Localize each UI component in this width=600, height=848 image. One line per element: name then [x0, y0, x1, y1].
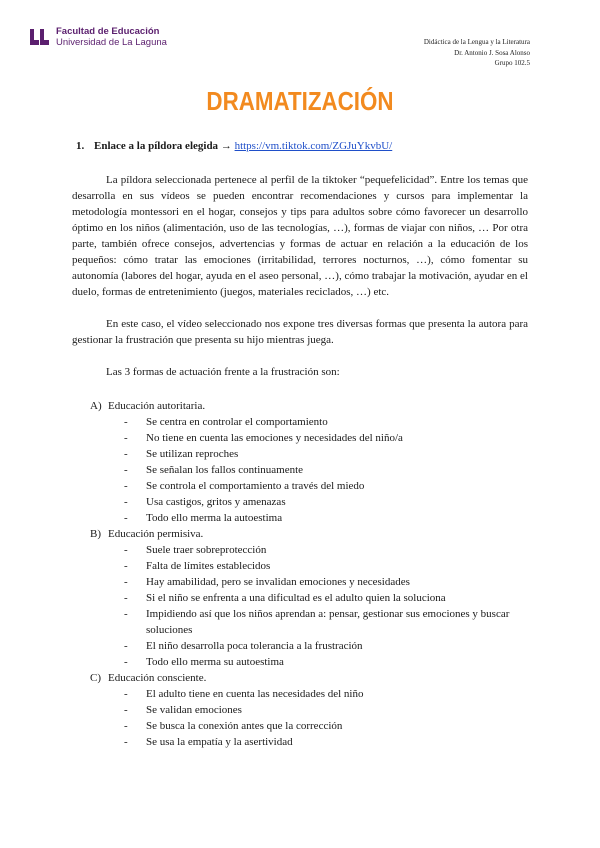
list-item	[124, 494, 528, 510]
list-item-text: Si el niño se enfrenta a una dificultad es el adulto quien la soluciona	[146, 592, 446, 604]
dash-bullet-icon: -	[124, 464, 128, 476]
form-section	[90, 526, 528, 670]
list-item	[124, 734, 528, 750]
forms-list	[72, 398, 528, 750]
list-item	[124, 590, 528, 606]
list-item-text: Se busca la conexión antes que la corrección	[146, 720, 343, 732]
list-item-text: Se centra en controlar el comportamiento	[146, 416, 328, 428]
list-item	[124, 542, 528, 558]
dash-bullet-icon: -	[124, 496, 128, 508]
dash-bullet-icon: -	[124, 432, 128, 444]
list-item	[124, 654, 528, 670]
list-item-text: Usa castigos, gritos y amenazas	[146, 496, 286, 508]
dash-bullet-icon: -	[124, 576, 128, 588]
ull-logo-icon	[28, 28, 50, 46]
dash-bullet-icon: -	[124, 512, 128, 524]
dash-bullet-icon: -	[124, 640, 128, 652]
video-paragraph: En este caso, el vídeo seleccionado nos expone tres diversas formas que presenta la autora para gestionar la frustración que presenta su hijo mientras juega.	[72, 318, 528, 346]
course-header	[424, 37, 530, 69]
list-item	[124, 430, 528, 446]
list-item	[124, 478, 528, 494]
dash-bullet-icon: -	[124, 416, 128, 428]
list-item-text: Se utilizan reproches	[146, 448, 239, 460]
forms-intro: Las 3 formas de actuación frente a la frustración son:	[106, 366, 340, 378]
list-item-text: El adulto tiene en cuenta las necesidades del niño	[146, 688, 364, 700]
course-subject: Didáctica de la Lengua y la Literatura	[423, 38, 530, 46]
list-item	[124, 638, 528, 654]
link-section	[76, 138, 528, 154]
list-item-text: Se usa la empatía y la asertividad	[146, 736, 293, 748]
list-item-text: El niño desarrolla poca tolerancia a la frustración	[146, 640, 363, 652]
list-item	[124, 606, 528, 638]
page-title: DRAMATIZACIÓN	[206, 86, 394, 116]
dash-bullet-icon: -	[124, 608, 128, 620]
form-section-heading	[90, 398, 528, 414]
form-section-heading	[90, 526, 528, 542]
form-section-title: Educación consciente.	[108, 672, 207, 684]
dash-bullet-icon: -	[124, 688, 128, 700]
dash-bullet-icon: -	[124, 592, 128, 604]
dash-bullet-icon: -	[124, 544, 128, 556]
form-items	[90, 542, 528, 670]
list-item	[124, 718, 528, 734]
list-item-text: Se validan emociones	[146, 704, 242, 716]
logo-university-name: Universidad de La Laguna	[56, 37, 167, 48]
form-items	[90, 686, 528, 750]
list-item	[124, 462, 528, 478]
form-section	[90, 398, 528, 526]
list-item-text: No tiene en cuenta las emociones y necesidades del niño/a	[146, 432, 403, 444]
section-number: 1.	[76, 140, 85, 152]
list-item-text: Todo ello merma la autoestima	[146, 512, 283, 524]
intro-paragraph: La píldora seleccionada pertenece al perfil de la tiktoker “pequefelicidad”. Entre los temas que desarrolla en sus vídeos se pueden encontrar recomendaciones y cursos para implementar la metodología montessori en el hogar, consejos y tips para adultos sobre cómo favorecer un desarrollo óptimo en los niños (alimentación, uso de las tecnologías, …), formas de viajar con niños, … Por otra parte, también ofrece consejos, advertencias y formas de actuar en relación a la educación de los pequeños: cómo tratar las emociones (irritabilidad, terrores nocturnos, …), cómo fomentar su autonomía (labores del hogar, ayuda en el aseo personal, …), cómo trabajar la motivación, ayudar en el duelo, formas de entretenimiento (juegos, materiales reciclados, …) etc.	[72, 174, 528, 298]
list-item-text: Todo ello merma su autoestima	[146, 656, 284, 668]
arrow-icon: →	[220, 140, 232, 152]
dash-bullet-icon: -	[124, 704, 128, 716]
form-section-heading	[90, 670, 528, 686]
dash-bullet-icon: -	[124, 656, 128, 668]
dash-bullet-icon: -	[124, 560, 128, 572]
dash-bullet-icon: -	[124, 736, 128, 748]
list-item-text: Impidiendo así que los niños aprendan a: pensar, gestionar sus emociones y buscar soluciones	[146, 608, 510, 636]
faculty-logo	[28, 26, 167, 48]
form-items	[90, 414, 528, 526]
list-item-text: Se señalan los fallos continuamente	[146, 464, 304, 476]
list-item	[124, 510, 528, 526]
list-item-text: Hay amabilidad, pero se invalidan emociones y necesidades	[146, 576, 410, 588]
form-section-letter: A)	[90, 400, 102, 412]
form-section-letter: C)	[90, 672, 101, 684]
form-section	[90, 670, 528, 750]
list-item	[124, 558, 528, 574]
list-item	[124, 446, 528, 462]
list-item-text: Se controla el comportamiento a través del miedo	[146, 480, 365, 492]
course-teacher: Dr. Antonio J. Sosa Alonso	[454, 48, 530, 57]
form-section-letter: B)	[90, 528, 101, 540]
list-item	[124, 574, 528, 590]
list-item	[124, 702, 528, 718]
link-label: Enlace a la píldora elegida	[94, 140, 219, 152]
list-item	[124, 414, 528, 430]
dash-bullet-icon: -	[124, 480, 128, 492]
document-body	[72, 138, 528, 750]
list-item-text: Falta de límites establecidos	[146, 560, 271, 572]
form-section-title: Educación autoritaria.	[108, 400, 206, 412]
form-section-title: Educación permisiva.	[108, 528, 204, 540]
tiktok-link[interactable]: https://vm.tiktok.com/ZGJuYkvbU/	[234, 140, 393, 152]
dash-bullet-icon: -	[124, 720, 128, 732]
list-item-text: Suele traer sobreprotección	[146, 544, 267, 556]
dash-bullet-icon: -	[124, 448, 128, 460]
list-item	[124, 686, 528, 702]
logo-faculty-name: Facultad de Educación	[56, 26, 160, 37]
course-group: Grupo 102.5	[494, 59, 530, 67]
